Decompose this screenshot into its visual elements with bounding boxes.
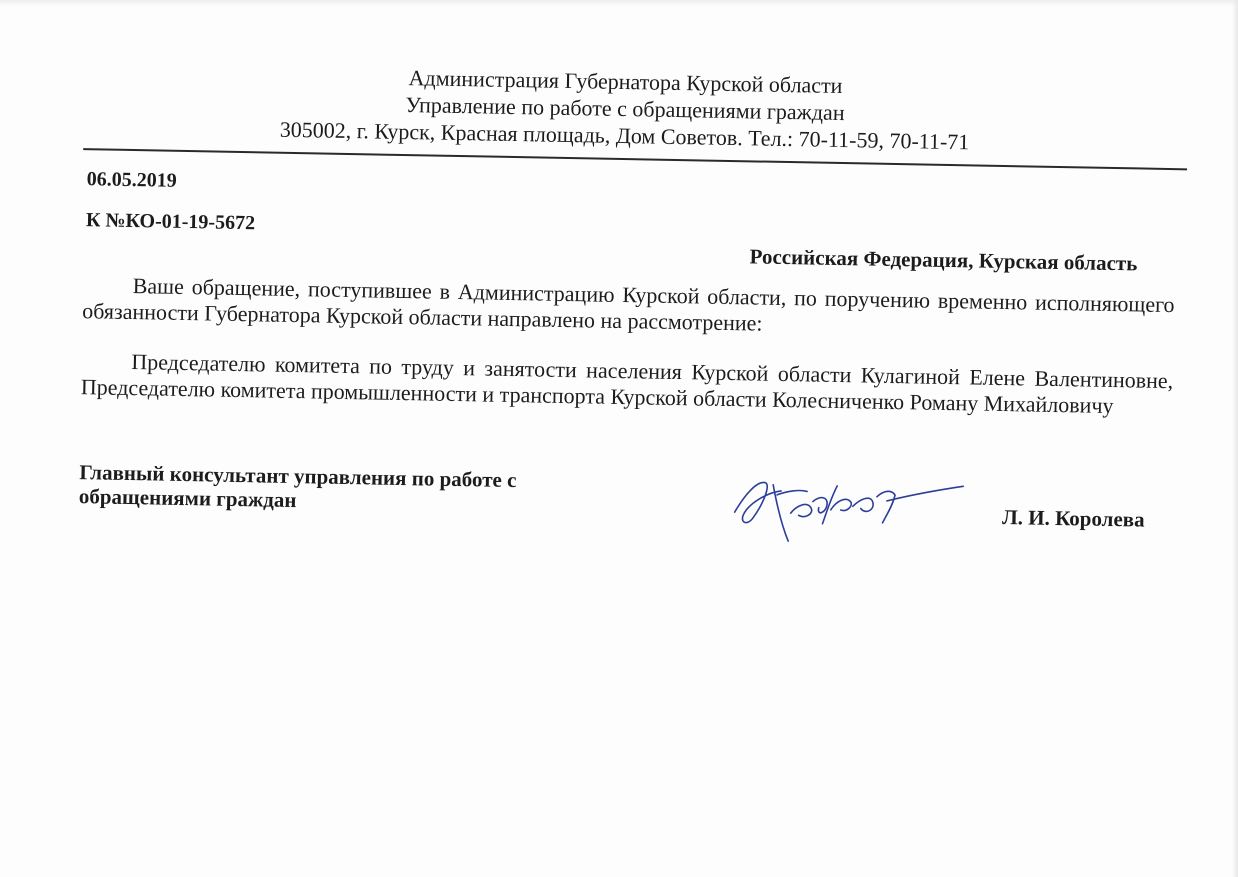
letter-date: 06.05.2019 <box>86 168 177 192</box>
body-paragraph-recipients: Председателю комитета по труду и занятости населения Курской области Кулагиной Елене Валентиновне, Председателю комитета промышленности и транспорта Курской области Колесниченко Роману Михайловичу <box>80 349 1174 419</box>
letter-addressee: Российская Федерация, Курская область <box>749 244 1138 276</box>
signatory-title-line-2: обращениями граждан <box>78 484 297 513</box>
letterhead-department: Управление по работе с обращениями граждан <box>405 92 845 126</box>
letter-reference-number: К №КО-01-19-5672 <box>85 209 256 235</box>
handwritten-signature <box>726 464 978 559</box>
signatory-name: Л. И. Королева <box>1001 505 1145 532</box>
signatory-title-line-1: Главный консультант управления по работе с <box>79 460 517 493</box>
body-paragraph-forwarded: Ваше обращение, поступившее в Администрацию Курской области, по поручению временно исполняющего обязанности Губернатора Курской области направлено на рассмотрение: <box>82 273 1175 336</box>
signatory-title <box>79 460 620 518</box>
letterhead-address: 305002, г. Курск, Красная площадь, Дом Советов. Тел.: 70-11-59, 70-11-71 <box>279 116 970 155</box>
letterhead-organization: Администрация Губернатора Курской области <box>408 65 843 99</box>
